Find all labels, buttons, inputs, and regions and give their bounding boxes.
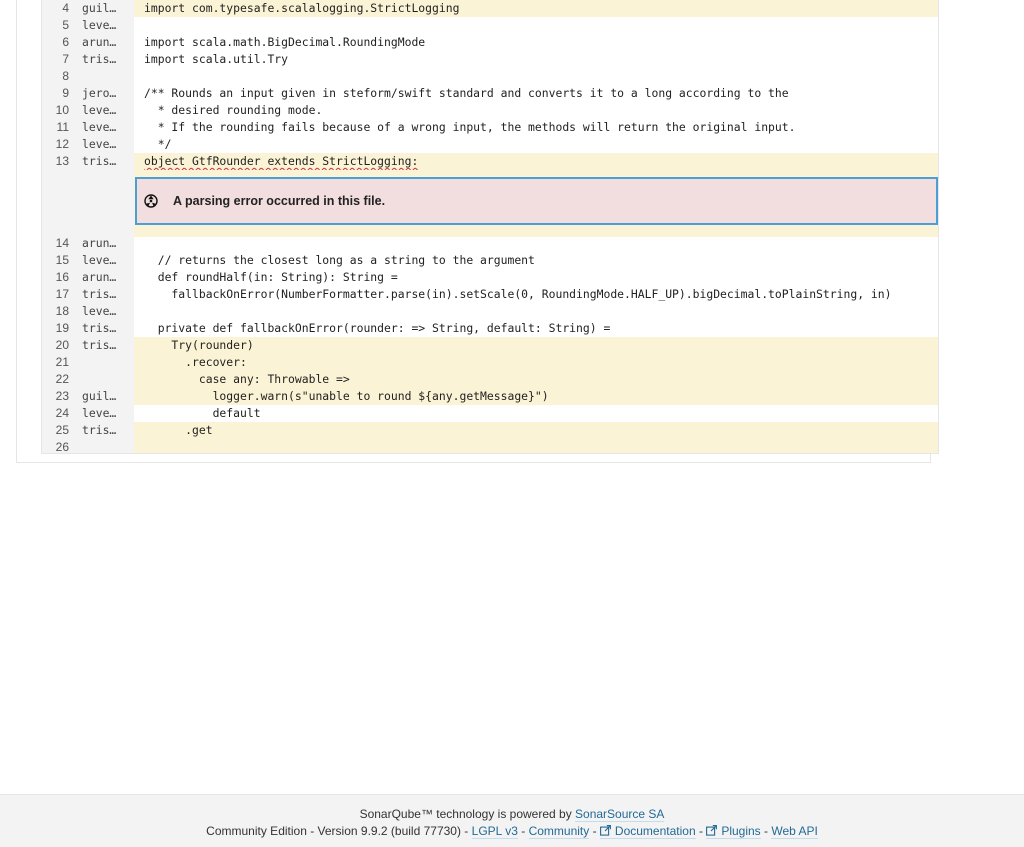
scm-author[interactable]: arun… (82, 35, 117, 49)
parse-error-banner (135, 177, 938, 225)
footer-separator: - (760, 824, 772, 838)
code-line (42, 269, 938, 286)
footer-version-text: Community Edition - Version 9.9.2 (build 77730) - (206, 824, 472, 838)
code-line (42, 34, 938, 51)
scm-author[interactable]: tris… (82, 423, 117, 437)
line-number[interactable]: 8 (62, 69, 69, 83)
code-line (42, 153, 938, 170)
code-line (42, 286, 938, 303)
footer-separator: - (589, 824, 600, 838)
code-text: fallbackOnError(NumberFormatter.parse(in).setScale(0, RoundingMode.HALF_UP).bigDecimal.toPlainString, in) (144, 287, 892, 301)
line-number[interactable]: 6 (62, 35, 69, 49)
code-text (134, 303, 938, 320)
line-number[interactable]: 19 (55, 321, 69, 335)
scm-author[interactable]: guil… (82, 389, 117, 403)
code-line (42, 405, 938, 422)
footer-separator: - (695, 824, 707, 838)
line-gutter (42, 405, 134, 422)
code-text: case any: Throwable => (134, 371, 938, 388)
scm-author[interactable]: leve… (82, 406, 117, 420)
code-text (134, 153, 938, 170)
scm-author[interactable]: guil… (82, 1, 117, 15)
line-number[interactable]: 17 (55, 287, 69, 301)
code-text: default (144, 406, 261, 420)
line-number[interactable]: 25 (55, 423, 69, 437)
line-gutter (42, 51, 134, 68)
line-number[interactable]: 18 (55, 304, 69, 318)
footer-separator: - (517, 824, 529, 838)
line-number[interactable]: 24 (55, 406, 69, 420)
line-number[interactable]: 12 (55, 137, 69, 151)
line-number[interactable]: 20 (55, 338, 69, 352)
code-text: // returns the closest long as a string to the argument (144, 253, 535, 267)
code-line (42, 102, 938, 119)
line-gutter (42, 68, 134, 85)
line-gutter (42, 422, 134, 439)
code-text: */ (144, 137, 172, 151)
code-text: private def fallbackOnError(rounder: => String, default: String) = (144, 321, 611, 335)
community-link[interactable]: Community (528, 824, 590, 838)
issue-squiggle[interactable]: object GtfRounder extends StrictLogging: (144, 154, 419, 168)
warning-circle-icon (144, 194, 158, 208)
external-link-icon (706, 825, 717, 836)
code-line (42, 17, 938, 34)
code-text: * If the rounding fails because of a wrong input, the methods will return the original input. (144, 120, 796, 134)
code-text (134, 17, 938, 34)
line-number[interactable]: 14 (55, 236, 69, 250)
line-number[interactable]: 26 (55, 440, 69, 454)
line-gutter (42, 337, 134, 354)
code-line (42, 422, 938, 439)
line-number[interactable]: 21 (55, 355, 69, 369)
line-gutter (42, 0, 134, 17)
line-number[interactable]: 23 (55, 389, 69, 403)
code-text: Try(rounder) (134, 337, 938, 354)
code-line (42, 371, 938, 388)
code-text: import scala.util.Try (144, 52, 289, 66)
code-text (134, 68, 938, 85)
code-text: .get (134, 422, 938, 439)
line-gutter (42, 102, 134, 119)
scm-author[interactable]: leve… (82, 103, 117, 117)
code-line (42, 303, 938, 320)
footer-version-row (0, 823, 1024, 839)
scm-author[interactable]: leve… (82, 18, 117, 32)
code-line (42, 235, 938, 252)
line-gutter (42, 303, 134, 320)
code-text: .recover: (134, 354, 938, 371)
line-gutter (42, 269, 134, 286)
line-gutter (42, 371, 134, 388)
scm-author[interactable]: leve… (82, 253, 117, 267)
footer-powered-row (0, 806, 1024, 822)
line-number[interactable]: 5 (62, 18, 69, 32)
code-line (42, 119, 938, 136)
license-link[interactable]: LGPL v3 (471, 824, 518, 838)
plugins-link[interactable] (706, 824, 760, 839)
web-api-link[interactable]: Web API (771, 824, 818, 838)
code-line (42, 388, 938, 405)
line-gutter (42, 286, 134, 303)
scm-author[interactable]: arun… (82, 270, 117, 284)
line-number[interactable]: 4 (62, 1, 69, 15)
scm-author[interactable]: leve… (82, 120, 117, 134)
code-text: def roundHalf(in: String): String = (144, 270, 398, 284)
line-gutter (42, 354, 134, 371)
code-line (42, 136, 938, 153)
sonarsource-link[interactable]: SonarSource SA (575, 807, 665, 821)
code-text (134, 439, 938, 454)
code-text: import com.typesafe.scalalogging.StrictLogging (134, 0, 938, 17)
line-gutter (42, 388, 134, 405)
error-gutter-space (42, 170, 134, 237)
code-line (42, 252, 938, 269)
source-viewer-card (16, 0, 931, 463)
line-number[interactable]: 11 (56, 120, 69, 134)
page-footer (0, 794, 1024, 847)
source-viewer (41, 0, 939, 454)
line-number[interactable]: 9 (62, 86, 69, 100)
code-text: /** Rounds an input given in steform/swift standard and converts it to a long according to the (144, 86, 789, 100)
code-line (42, 68, 938, 85)
scm-author[interactable]: arun… (82, 236, 117, 250)
documentation-link[interactable] (600, 824, 696, 839)
line-gutter (42, 119, 134, 136)
scm-author[interactable]: tris… (82, 321, 117, 335)
code-line (42, 337, 938, 354)
line-number[interactable]: 13 (55, 154, 69, 168)
line-gutter (42, 235, 134, 252)
code-line (42, 51, 938, 68)
scm-author[interactable]: tris… (82, 287, 117, 301)
code-text: logger.warn(s"unable to round ${any.getMessage}") (134, 388, 938, 405)
line-number[interactable]: 16 (55, 270, 69, 284)
line-gutter (42, 34, 134, 51)
line-gutter (42, 252, 134, 269)
code-text (134, 235, 938, 252)
line-gutter (42, 320, 134, 337)
external-link-icon (600, 825, 611, 836)
parse-error-message: A parsing error occurred in this file. (173, 194, 386, 208)
line-gutter (42, 85, 134, 102)
line-number[interactable]: 22 (55, 372, 69, 386)
scm-author[interactable]: leve… (82, 304, 117, 318)
footer-powered-text: SonarQube™ technology is powered by (359, 807, 576, 821)
line-number[interactable]: 10 (55, 103, 69, 117)
line-number[interactable]: 7 (62, 52, 69, 66)
code-text: import scala.math.BigDecimal.RoundingMode (144, 35, 426, 49)
plugins-link-label: Plugins (721, 824, 761, 838)
code-line (42, 85, 938, 102)
scm-author[interactable]: jero… (82, 86, 117, 100)
code-line (42, 354, 938, 371)
documentation-link-label: Documentation (614, 824, 696, 838)
line-gutter (42, 136, 134, 153)
line-gutter (42, 153, 134, 170)
code-line (42, 320, 938, 337)
code-line (42, 0, 938, 17)
line-gutter (42, 439, 134, 454)
code-line (42, 439, 938, 454)
scm-author[interactable]: tris… (82, 338, 117, 352)
scm-author[interactable]: leve… (82, 137, 117, 151)
scm-author[interactable]: tris… (82, 154, 117, 168)
line-gutter (42, 17, 134, 34)
code-text: * desired rounding mode. (144, 103, 323, 117)
line-number[interactable]: 15 (55, 253, 69, 267)
scm-author[interactable]: tris… (82, 52, 117, 66)
